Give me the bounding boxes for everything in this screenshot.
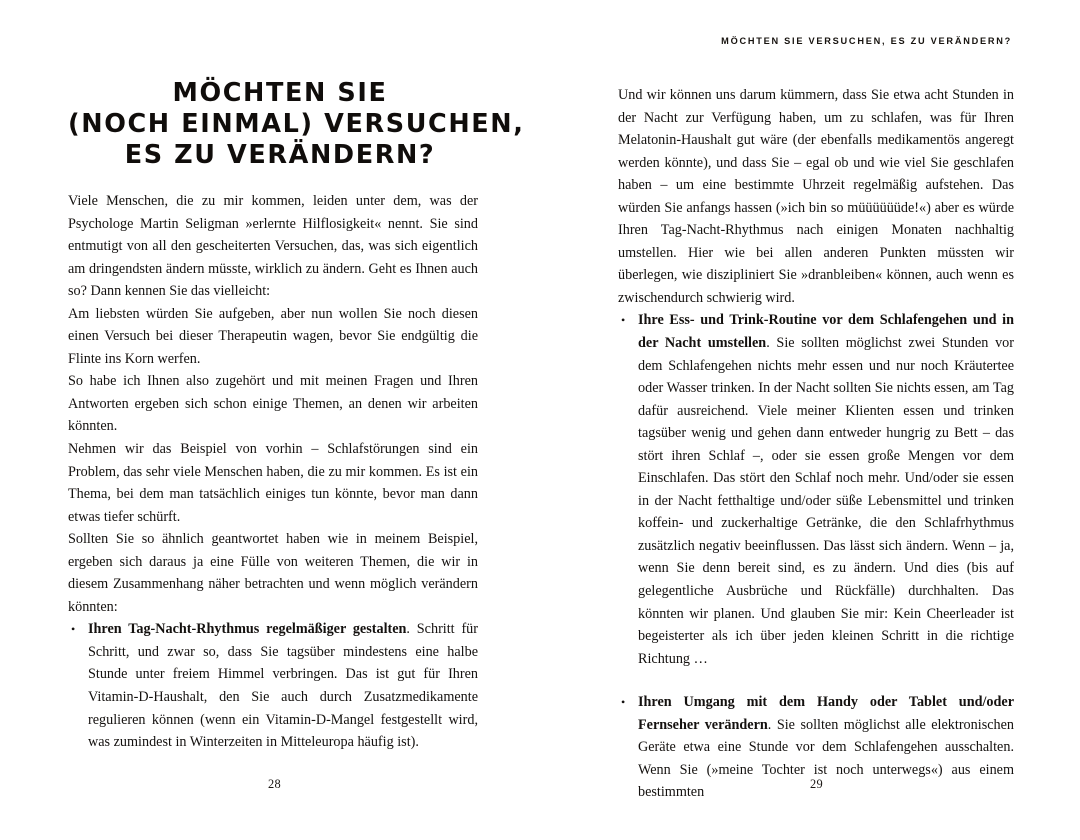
bullet-marker: • [621,695,626,710]
left-column-text [68,190,478,754]
chapter-title [68,78,525,171]
running-head: MÖCHTEN SIE VERSUCHEN, ES ZU VERÄNDERN? [721,36,1012,46]
paragraph: Viele Menschen, die zu mir kommen, leiden unter dem, was der Psychologe Martin Seligman »erlernte Hilflosigkeit« nennt. Sie sind entmutigt von all den gescheiterten Versuchen, das, was sich eigentlich am dringendsten ändern müsste, wirklich zu ändern. Geht es Ihnen auch so? Dann kennen Sie das vielleicht: [68,193,478,300]
list-item-lead-in: Ihre Ess- und Trink-Routine vor dem Schlafengehen und in der Nacht umstellen [638,312,1014,352]
page-number-left: 28 [268,777,281,791]
list-item [618,309,1014,670]
list-item-body: . Sie sollten möglichst alle elektronischen Geräte etwa eine Stunde vor dem Schlafengehen ausschalten. Wenn Sie (»meine Tochter ist noch unterwegs«) aus einem bestimmten [638,716,1014,801]
list-item [68,618,478,753]
right-page [540,0,1080,840]
paragraph: Sollten Sie so ähnlich geantwortet haben wie in meinem Beispiel, ergeben sich daraus ja eine Fülle von weiteren Themen, die wir in diesem Zusammenhang näher betrachten und wenn möglich verändern könnten: [68,531,478,615]
chapter-title-line-1: MÖCHTEN SIE [172,78,388,108]
left-bullet-list [68,618,478,753]
list-item-body: . Sie sollten möglichst zwei Stunden vor dem Schlafengehen nichts mehr essen und nur noch Kräutertee oder Wasser trinken. In der Nacht sollten Sie nichts essen, am Tag dafür ausreichend. Viele meiner Klienten essen und trinken tagsüber wenig und gehen dann entweder hungrig zu Bett – das stört ihren Schlaf –, oder sie essen große Mengen vor dem Einschlafen. Das stört den Schlaf noch mehr. Und/oder sie essen in der Nacht fetthaltige und/oder süße Lebensmittel und trinken koffein- und zuckerhaltige Getränke, die den Schlafrhythmus zusätzlich negativ beeinflussen. Das lässt sich ändern. Wenn – ja, wenn Sie denn bereit sind, es zu ändern. Und dies (bis auf gelegentliche Ausbrüche und Rückfälle) durchhalten. Das könnten wir planen. Und glauben Sie mir: Kein Cheerleader ist begeisterter als ich über jeden kleinen Schritt in die richtige Richtung … [638,335,1014,667]
right-column-text [618,84,1014,804]
chapter-title-line-2: (NOCH EINMAL) VERSUCHEN, [68,109,525,139]
chapter-title-line-3: ES ZU VERÄNDERN? [124,140,436,170]
paragraph: So habe ich Ihnen also zugehört und mit meinen Fragen und Ihren Antworten ergeben sich schon einige Themen, an denen wir arbeiten könnten. [68,373,478,435]
bullet-marker: • [71,622,76,637]
list-item-body: . Schritt für Schritt, und zwar so, dass Sie tagsüber mindestens eine halbe Stunde unter freiem Himmel verbringen. Das ist gut für Ihren Vitamin-D-Haushalt, den Sie auch durch Zusatzmedikamente regulieren können (wenn ein Vitamin-D-Mangel festgestellt wird, was zumindest in Winterzeiten in Mitteleuropa häufig ist). [88,621,478,751]
right-bullet-list [618,309,1014,803]
paragraph: Und wir können uns darum kümmern, dass Sie etwa acht Stunden in der Nacht zur Verfügung haben, um zu schlafen, was für Ihren Melatonin-Haushalt gut wäre (der ebenfalls medikamentös angeregt werden könnte), und dass Sie – egal ob und wie viel Sie geschlafen haben – um eine bestimmte Uhrzeit regelmäßig aufstehen. Das würden Sie anfangs hassen (»ich bin so müüüüüüde!«) aber es würde Ihren Tag-Nacht-Rhythmus nach einigen Monaten nachhaltig umstellen. Hier wie bei allen anderen Punkten müssten wir überlegen, wie diszipliniert Sie »dranbleiben« können, auch wenn es zwischendurch schwierig wird. [618,87,1014,306]
paragraph: Am liebsten würden Sie aufgeben, aber nun wollen Sie noch diesen einen Versuch bei dieser Therapeutin wagen, bevor Sie endgültig die Flinte ins Korn werfen. [68,305,478,367]
page-number-right: 29 [810,777,823,791]
list-item-lead-in: Ihren Umgang mit dem Handy oder Tablet und/oder Fernseher verändern [638,694,1014,733]
list-item-lead-in: Ihren Tag-Nacht-Rhythmus regelmäßiger gestalten [88,621,407,638]
bullet-marker: • [621,313,626,328]
paragraph: Nehmen wir das Beispiel von vorhin – Schlafstörungen sind ein Problem, das sehr viele Menschen haben, die zu mir kommen. Es ist ein Thema, bei dem man tatsächlich einiges tun könnte, bevor man dann etwas tiefer schürft. [68,441,478,525]
